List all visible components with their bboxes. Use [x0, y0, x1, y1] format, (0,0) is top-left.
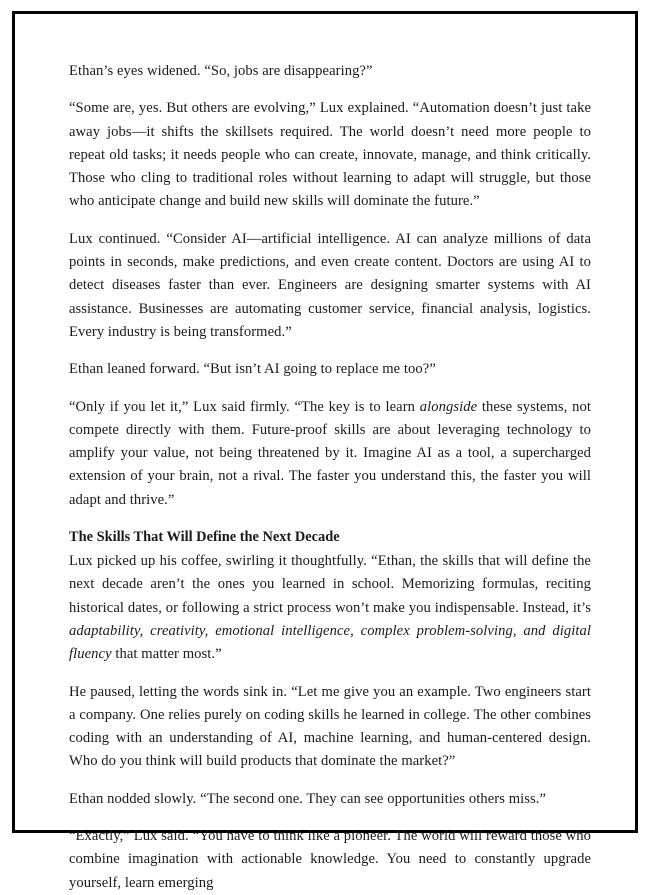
paragraph-2: “Some are, yes. But others are evolving,” Lux explained. “Automation doesn’t just take away jobs—it shifts the skillsets required. The world doesn’t need more people to repeat old tasks; it needs people who can create, innovate, manage, and think critically. Those who cling to traditional roles without learning to adapt will struggle, but those who anticipate change and build new skills will dominate the future.”: [69, 100, 591, 210]
paragraph-6-text-before: Lux picked up his coffee, swirling it thoughtfully. “Ethan, the skills that will define the next decade aren’t the ones you learned in school. Memorizing formulas, reciting historical dates, or following a strict process won’t make you indispensable. Instead, it’s: [69, 553, 591, 616]
paragraph-1: Ethan’s eyes widened. “So, jobs are disappearing?”: [69, 63, 373, 79]
paragraph-6: [69, 550, 591, 666]
paragraph-4: Ethan leaned forward. “But isn’t AI going to replace me too?”: [69, 361, 436, 378]
paragraph-5-emphasis: alongside: [419, 398, 478, 415]
document-text-column: [69, 60, 591, 891]
paragraph-9: “Exactly,” Lux said. “You have to think like a pioneer. The world will reward those who combine imagination with actionable knowledge. You need to constantly upgrade yourself, learn emerging: [69, 828, 591, 891]
paragraph-8: Ethan nodded slowly. “The second one. They can see opportunities others miss.”: [69, 790, 547, 807]
paragraph-5: [69, 396, 591, 512]
paragraph-6-text-after: that matter most.”: [111, 646, 222, 663]
paragraph-6-emphasis: adaptability, creativity, emotional intelligence, complex problem-solving, and digital fluency: [69, 622, 591, 663]
paragraph-5-text-before: “Only if you let it,” Lux said firmly. “The key is to learn: [69, 398, 420, 415]
page-border-frame: [12, 11, 638, 891]
paragraph-3: Lux continued. “Consider AI—artificial intelligence. AI can analyze millions of data points in seconds, make predictions, and even create content. Doctors are using AI to detect diseases faster than ever. Engineers are designing smarter systems with AI assistance. Businesses are automating customer service, financial analysis, logistics. Every industry is being transformed.”: [69, 230, 591, 340]
paragraph-7: He paused, letting the words sink in. “Let me give you an example. Two engineers start a company. One relies purely on coding skills he learned in college. The other combines coding with an understanding of AI, machine learning, and human-centered design. Who do you think will build products that dominate the market?”: [69, 683, 591, 770]
section-heading: The Skills That Will Define the Next Decade: [69, 529, 340, 546]
paragraph-5-text-after: these systems, not compete directly with them. Future-proof skills are about leveraging technology to amplify your value, not being threatened by it. Imagine AI as a tool, a supercharged extension of your brain, not a rival. The faster you understand this, the faster you will adapt and thrive.”: [69, 398, 591, 508]
